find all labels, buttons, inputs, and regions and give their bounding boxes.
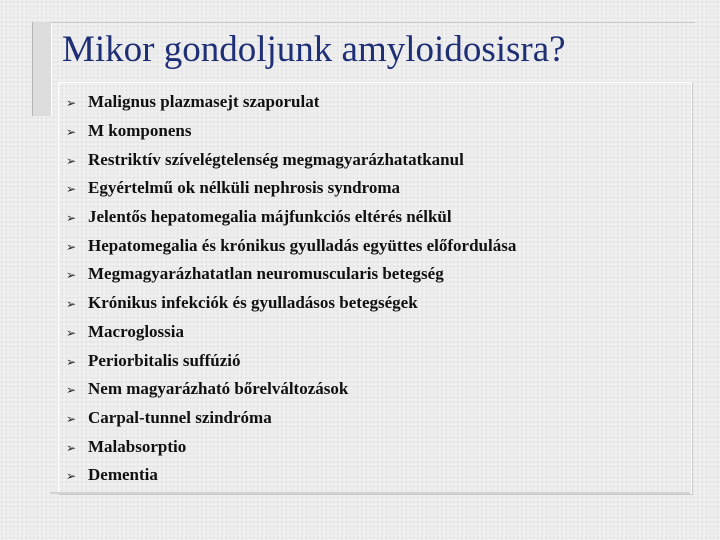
list-item [66, 346, 516, 375]
bullet-list [66, 88, 516, 490]
list-item-text: Restriktív szívelégtelenség megmagyarázhatatkanul [88, 149, 464, 169]
arrowhead-bullet-icon: ➢ [66, 297, 77, 312]
arrowhead-bullet-icon: ➢ [66, 469, 77, 484]
list-item [66, 145, 516, 174]
frame-vertical-bar [32, 22, 52, 116]
list-item [66, 117, 516, 146]
list-item-text: Malabsorptio [88, 436, 187, 456]
list-item-text: Periorbitalis suffúzió [88, 350, 241, 370]
arrowhead-bullet-icon: ➢ [66, 239, 77, 254]
arrowhead-bullet-icon: ➢ [66, 96, 77, 111]
frame-top-line [50, 22, 695, 23]
list-item-text: Egyértelmű ok nélküli nephrosis syndroma [88, 178, 401, 198]
list-item-text: M komponens [88, 121, 192, 141]
arrowhead-bullet-icon: ➢ [66, 182, 77, 197]
list-item-text: Carpal-tunnel szindróma [88, 407, 272, 427]
arrowhead-bullet-icon: ➢ [66, 325, 77, 340]
list-item-text: Dementia [88, 465, 158, 485]
list-item [66, 174, 516, 203]
list-item [66, 432, 516, 461]
arrowhead-bullet-icon: ➢ [66, 411, 77, 426]
list-item-text: Nem magyarázható bőrelváltozások [88, 379, 349, 399]
list-item [66, 461, 516, 490]
list-item [66, 375, 516, 404]
list-item [66, 260, 516, 289]
list-item [66, 231, 516, 260]
arrowhead-bullet-icon: ➢ [66, 268, 77, 283]
list-item-text: Megmagyarázhatatlan neuromuscularis betegség [88, 264, 444, 284]
arrowhead-bullet-icon: ➢ [66, 354, 77, 369]
arrowhead-bullet-icon: ➢ [66, 125, 77, 140]
list-item [66, 404, 516, 433]
list-item [66, 289, 516, 318]
list-item [66, 203, 516, 232]
arrowhead-bullet-icon: ➢ [66, 153, 77, 168]
list-item-text: Hepatomegalia és krónikus gyulladás együttes előfordulása [88, 235, 517, 255]
list-item [66, 88, 516, 117]
list-item-text: Macroglossia [88, 321, 185, 341]
list-item-text: Krónikus infekciók és gyulladásos betegségek [88, 293, 418, 313]
list-item [66, 318, 516, 347]
slide-title: Mikor gondoljunk amyloidosisra? [62, 29, 566, 70]
frame-bottom-line [50, 492, 690, 494]
list-item-text: Malignus plazmasejt szaporulat [88, 92, 320, 112]
list-item-text: Jelentős hepatomegalia májfunkciós eltérés nélkül [88, 207, 452, 227]
arrowhead-bullet-icon: ➢ [66, 211, 77, 226]
arrowhead-bullet-icon: ➢ [66, 383, 77, 398]
arrowhead-bullet-icon: ➢ [66, 440, 77, 455]
